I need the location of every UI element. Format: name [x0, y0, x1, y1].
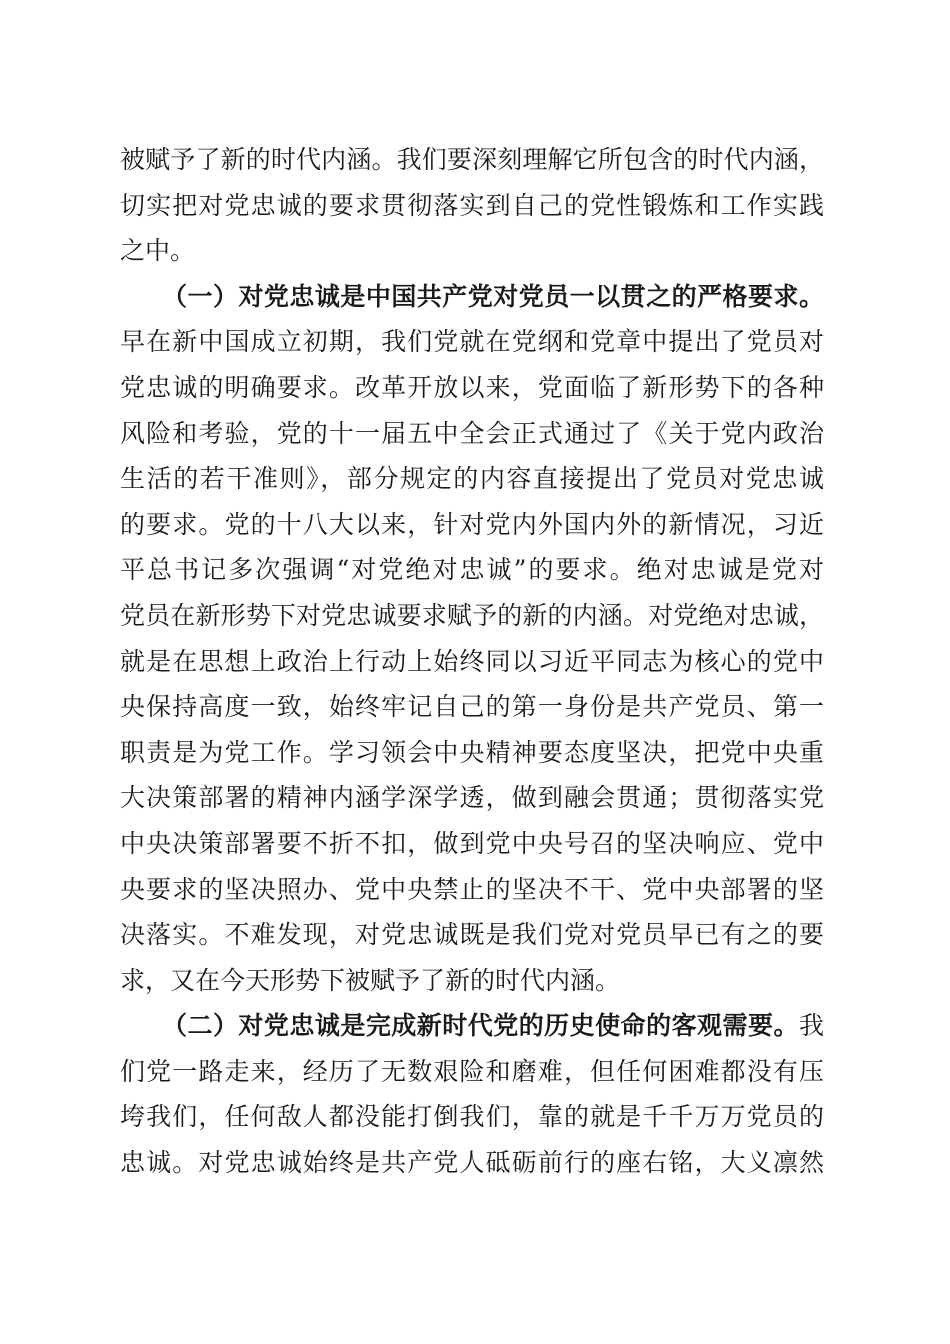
text-line: 就是在思想上政治上行动上始终同以习近平同志为核心的党中: [120, 646, 824, 676]
text-line: 职责是为党工作。学习领会中央精神要态度坚决，把党中央重: [120, 737, 824, 767]
document-body: [120, 137, 824, 1186]
text-line: 被赋予了新的时代内涵。我们要深刻理解它所包含的时代内涵，: [120, 145, 824, 174]
text-line: 求，又在今天形势下被赋予了新的时代内涵。: [120, 965, 621, 995]
text-line: 垮我们，任何敌人都没能打倒我们，靠的就是千千万万党员的: [120, 1102, 824, 1132]
text-line: 大决策部署的精神内涵学深学透，做到融会贯通；贯彻落实党: [120, 783, 824, 813]
text-line: 的要求。党的十八大以来，针对党内外国内外的新情况，习近: [120, 509, 824, 539]
text-line: 中央决策部署要不折不扣，做到党中央号召的坚决响应、党中: [120, 828, 824, 858]
section-two-heading: （二）对党忠诚是完成新时代党的历史使命的客观需要。: [162, 1011, 799, 1041]
text-line: 风险和考验，党的十一届五中全会正式通过了《关于党内政治: [120, 418, 824, 448]
text-line: 生活的若干准则》，部分规定的内容直接提出了党员对党忠诚: [120, 464, 824, 494]
text-line: 切实把对党忠诚的要求贯彻落实到自己的党性锻炼和工作实践: [120, 190, 824, 220]
text-line: 早在新中国成立初期，我们党就在党纲和党章中提出了党员对: [120, 327, 824, 357]
text-line: 央保持高度一致，始终牢记自己的第一身份是共产党员、第一: [120, 692, 824, 722]
text-line: 忠诚。对党忠诚始终是共产党人砥砺前行的座右铭，大义凛然: [120, 1148, 824, 1178]
section-two-heading-tail: 我: [798, 1011, 824, 1041]
text-line: 党员在新形势下对党忠诚要求赋予的新的内涵。对党绝对忠诚，: [120, 600, 824, 630]
text-line: 平总书记多次强调“对党绝对忠诚”的要求。绝对忠诚是党对: [120, 555, 824, 585]
section-two-heading-line: [120, 1003, 824, 1049]
text-line: 之中。: [120, 236, 196, 266]
intro-paragraph: [120, 137, 824, 274]
text-line: 们党一路走来，经历了无数艰险和磨难，但任何困难都没有压: [120, 1056, 824, 1086]
text-line: 央要求的坚决照办、党中央禁止的坚决不干、党中央部署的坚: [120, 874, 824, 904]
section-one-heading: （一）对党忠诚是中国共产党对党员一以贯之的严格要求。: [162, 281, 824, 311]
section-two-paragraph: [120, 1003, 824, 1185]
section-one-paragraph: [120, 274, 824, 1004]
text-line: 党忠诚的明确要求。改革开放以来，党面临了新形势下的各种: [120, 372, 824, 402]
text-line: 决落实。不难发现，对党忠诚既是我们党对党员早已有之的要: [120, 920, 824, 950]
